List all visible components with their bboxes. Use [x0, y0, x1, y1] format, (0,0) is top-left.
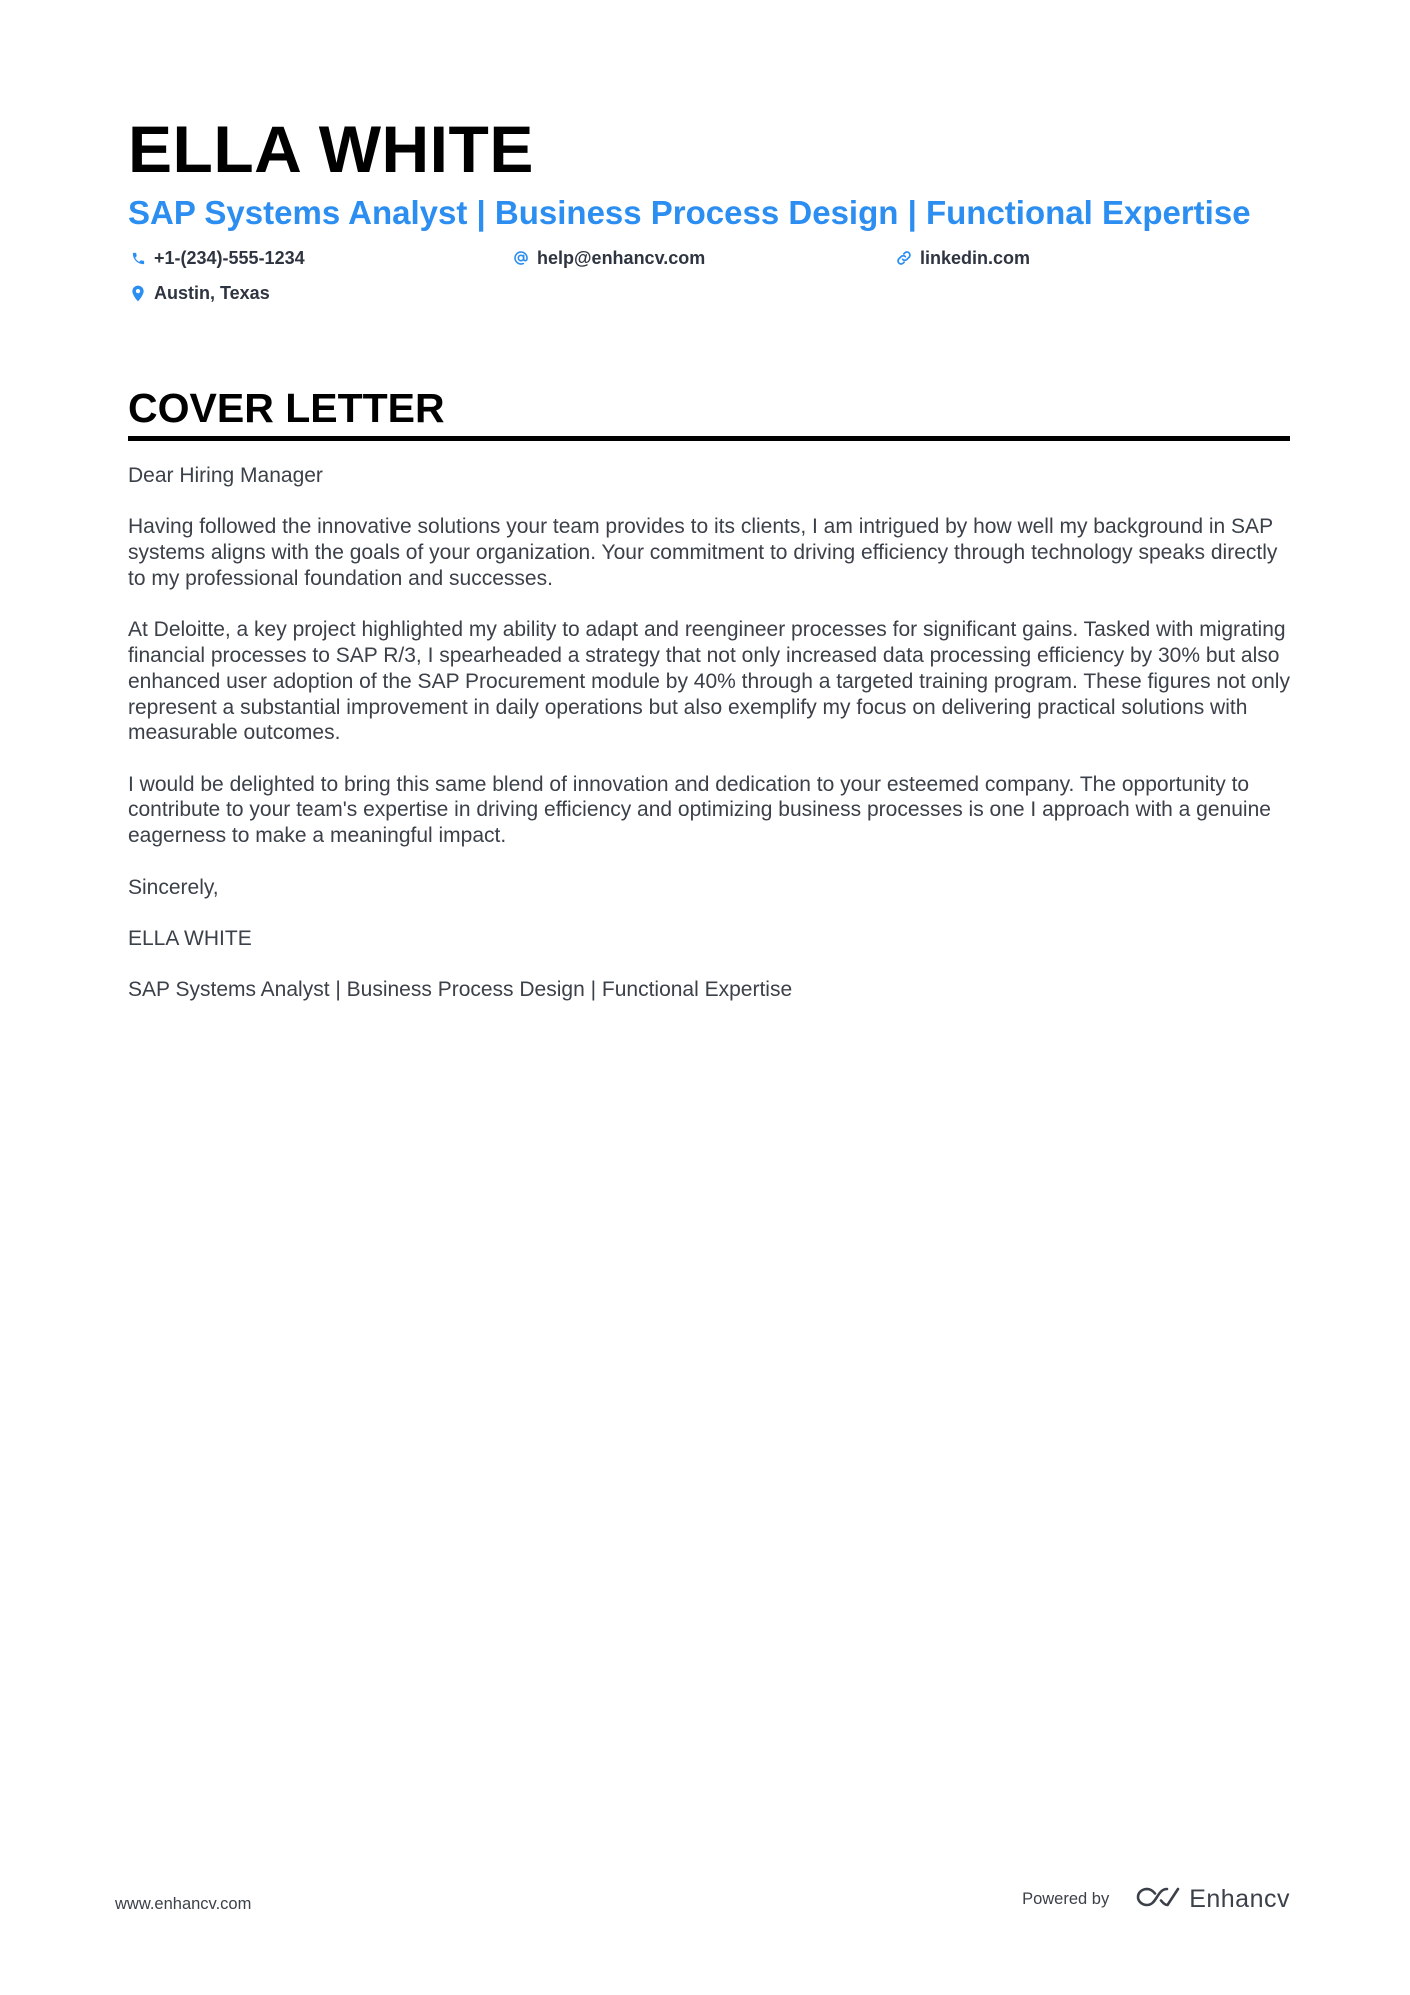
location-text: Austin, Texas	[154, 283, 270, 303]
linkedin-url[interactable]: linkedin.com	[920, 248, 1031, 268]
phone-icon	[128, 248, 148, 268]
enhancv-logo[interactable]	[1135, 1885, 1290, 1914]
cover-letter-section	[128, 382, 1290, 1028]
letter-body	[128, 463, 1290, 1003]
signature-title: SAP Systems Analyst | Business Process Design | Functional Expertise	[128, 978, 793, 1002]
resume-header	[128, 112, 1290, 326]
powered-by-label: Powered by	[1022, 1890, 1110, 1908]
contact-email	[511, 246, 705, 270]
section-title: COVER LETTER	[128, 382, 1290, 441]
letter-greeting: Dear Hiring Manager	[128, 464, 323, 487]
candidate-headline: SAP Systems Analyst | Business Process Design | Functional Expertise	[128, 194, 1251, 231]
letter-paragraph: Having followed the innovative solutions your team provides to its clients, I am intrigued by how well my background in SAP systems aligns with the goals of your organization. Your commitment to driving efficiency through technology speaks directly to my professional foundation and successes.	[128, 515, 1278, 590]
email-address[interactable]: help@enhancv.com	[537, 248, 706, 268]
location-pin-icon	[128, 283, 148, 303]
link-icon	[894, 248, 914, 268]
footer-branding	[1022, 1885, 1290, 1914]
enhancv-logo-icon	[1135, 1885, 1181, 1914]
candidate-name: ELLA WHITE	[128, 112, 534, 186]
at-icon	[511, 248, 531, 268]
footer-website[interactable]: www.enhancv.com	[115, 1895, 252, 1913]
contact-info	[128, 246, 1290, 326]
contact-phone	[128, 246, 305, 270]
brand-name: Enhancv	[1189, 1885, 1290, 1913]
letter-paragraph: At Deloitte, a key project highlighted my ability to adapt and reengineer processes for significant gains. Tasked with migrating financial processes to SAP R/3, I spearheaded a strategy that not only increased data processing efficiency by 30% but also enhanced user adoption of the SAP Procurement module by 40% through a targeted training program. These figures not only represent a substantial improvement in daily operations but also exemplify my focus on delivering practical solutions with measurable outcomes.	[128, 618, 1290, 745]
letter-closing: Sincerely,	[128, 875, 219, 899]
signature-name: ELLA WHITE	[128, 926, 252, 950]
letter-paragraph: I would be delighted to bring this same blend of innovation and dedication to your esteemed company. The opportunity to contribute to your team's expertise in driving efficiency and optimizing business processes is one I approach with a genuine eagerness to make a meaningful impact.	[128, 772, 1271, 848]
contact-location	[128, 281, 270, 305]
phone-number: +1-(234)-555-1234	[154, 248, 305, 268]
contact-link	[894, 246, 1030, 270]
